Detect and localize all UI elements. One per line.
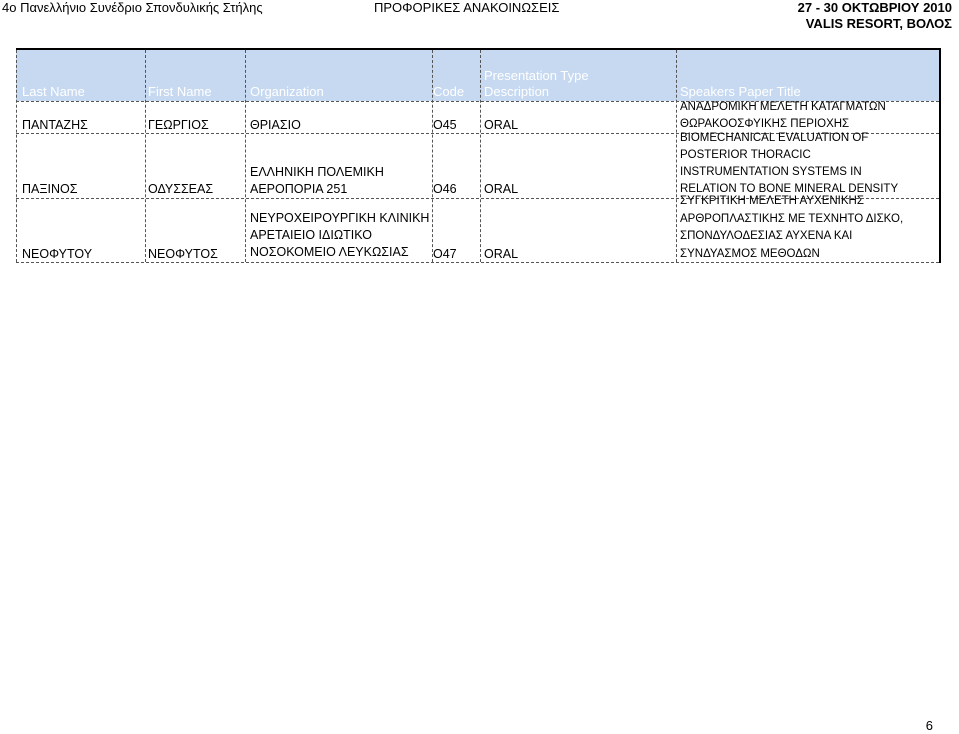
section-title: ΠΡΟΦΟΡΙΚΕΣ ΑΝΑΚΟΙΝΩΣΕΙΣ (374, 0, 560, 15)
first-name-cell: ΟΔΥΣΣΕΑΣ (148, 182, 214, 196)
event-venue: VALIS RESORT, ΒΟΛΟΣ (805, 16, 952, 31)
type-cell: ORAL (484, 247, 519, 261)
first-name-cell: ΓΕΩΡΓΙΟΣ (148, 118, 209, 132)
column-header-title: Speakers Paper Title (680, 84, 801, 99)
organization-line: ΕΛΛΗΝΙΚΗ ΠΟΛΕΜΙΚΗ (250, 165, 384, 179)
column-header-code: Code (433, 84, 465, 99)
last-name-cell: ΝΕΟΦΥΤΟΥ (22, 247, 93, 261)
paper-title-line: ΣΠΟΝΔΥΛΟΔΕΣΙΑΣ ΑΥΧΕΝΑ ΚΑΙ (680, 230, 853, 242)
organization-line: ΝΟΣΟΚΟΜΕΙΟ ΛΕΥΚΩΣΙΑΣ (250, 245, 409, 259)
last-name-cell: ΠΑΝΤΑΖΗΣ (22, 118, 88, 132)
organization-cell (250, 210, 429, 261)
column-header-type (484, 68, 589, 100)
organization-line: ΝΕΥΡΟΧΕΙΡΟΥΡΓΙΚΗ ΚΛΙΝΙΚΗ (250, 211, 430, 225)
organization-line: ΑΕΡΟΠΟΡΙΑ 251 (250, 182, 348, 196)
column-divider (16, 50, 17, 262)
column-header-type-line: Presentation Type (484, 68, 589, 83)
event-date-venue (798, 0, 952, 32)
column-header-last-name: Last Name (22, 84, 85, 99)
code-cell: Ο46 (433, 182, 457, 196)
type-cell: ORAL (484, 182, 519, 196)
paper-title-line: BIOMECHANICAL EVALUATION OF (680, 132, 869, 144)
organization-cell: ΘΡΙΑΣΙΟ (250, 118, 301, 132)
code-cell: Ο47 (433, 247, 457, 261)
column-divider (480, 50, 481, 262)
paper-title-line: ΑΡΘΡΟΠΛΑΣΤΙΚΗΣ ΜΕ ΤΕΧΝΗΤΟ ΔΙΣΚΟ, (680, 212, 904, 225)
paper-title-cell (680, 99, 886, 133)
last-name-cell: ΠΑΞΙΝΟΣ (22, 182, 78, 196)
paper-title-line: ΑΝΑΔΡΟΜΙΚΗ ΜΕΛΕΤΗ ΚΑΤΑΓΜΑΤΩΝ (680, 101, 886, 113)
paper-title-line: ΣΥΝΔΥΑΣΜΟΣ ΜΕΘΟΔΩΝ (680, 247, 820, 260)
first-name-cell: ΝΕΟΦΥΤΟΣ (148, 247, 218, 261)
column-divider (432, 50, 433, 262)
paper-title-cell (680, 130, 898, 198)
organization-cell (250, 164, 384, 198)
conference-title: 4ο Πανελλήνιο Συνέδριο Σπονδυλικής Στήλης (2, 0, 263, 15)
type-cell: ORAL (484, 118, 519, 132)
column-divider (676, 50, 677, 262)
column-header-organization: Organization (250, 84, 324, 99)
column-header-first-name: First Name (148, 84, 212, 99)
paper-title-line: RELATION TO BONE MINERAL DENSITY (680, 183, 899, 195)
column-header-type-line: Description (484, 84, 550, 99)
event-dates: 27 - 30 ΟΚΤΩΒΡΙΟΥ 2010 (797, 0, 952, 15)
paper-title-line: INSTRUMENTATION SYSTEMS IN (680, 166, 862, 178)
paper-title-cell (680, 193, 903, 263)
code-cell: Ο45 (433, 118, 457, 132)
column-divider (145, 50, 146, 262)
paper-title-line: ΘΩΡΑΚΟΟΣΦΥΙΚΗΣ ΠΕΡΙΟΧΗΣ (680, 118, 850, 130)
column-divider (245, 50, 246, 262)
page-number: 6 (925, 718, 933, 733)
paper-title-line: POSTERIOR THORACIC (680, 149, 811, 161)
organization-line: ΑΡΕΤΑΙΕΙΟ ΙΔΙΩΤΙΚΟ (250, 228, 372, 242)
paper-title-line: ΣΥΓΚΡΙΤΙΚΗ ΜΕΛΕΤΗ ΑΥΧΕΝΙΚΗΣ (680, 195, 864, 207)
